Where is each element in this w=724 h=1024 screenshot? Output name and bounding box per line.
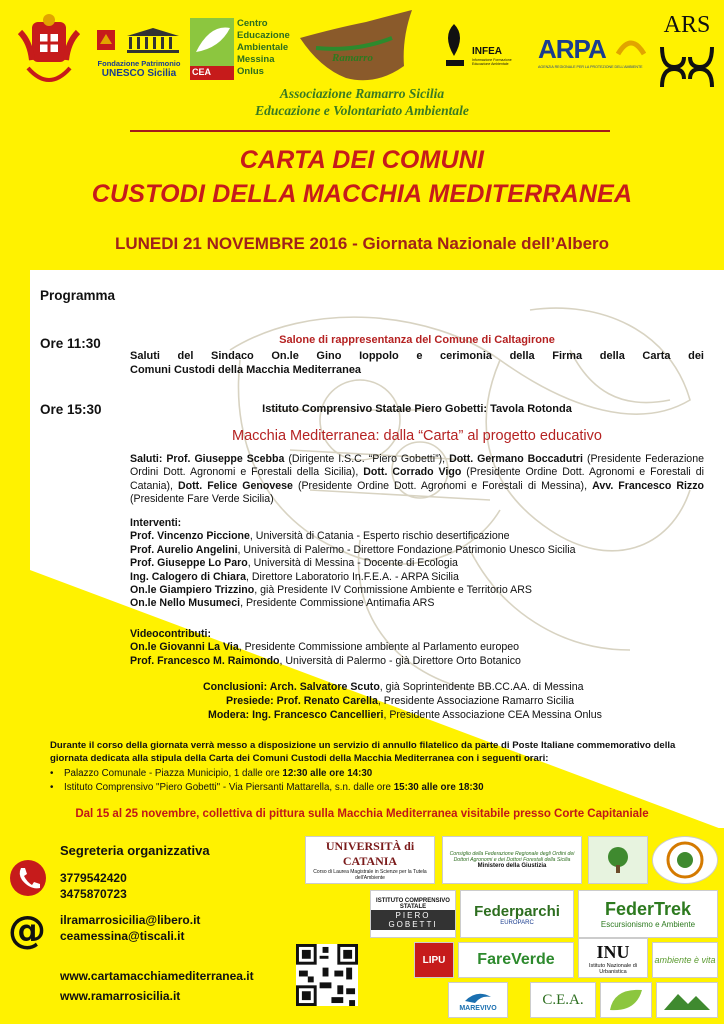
ministero-label: Ministero della Giustizia	[477, 863, 547, 869]
federparchi-logo	[460, 890, 574, 938]
europarc-label: EUROPARC	[500, 919, 534, 926]
speaker-role: , Università di Messina - Docente di Ecologia	[247, 557, 458, 570]
ramarro-label: Ramarro	[332, 52, 373, 64]
tree-icon	[598, 845, 638, 875]
list-item	[130, 557, 704, 570]
unesco-temple-icon	[93, 26, 185, 54]
closing-list	[190, 680, 704, 723]
phone-numbers	[60, 870, 127, 902]
cea-sponsor-logo: C.E.A.	[530, 982, 596, 1018]
speaker-name: Ing. Calogero di Chiara	[130, 570, 246, 583]
program-heading: Programma	[40, 288, 116, 303]
saluti-label: Saluti:	[130, 453, 167, 465]
philatelic-notice: Durante il corso della giornata verrà messo a disposizione un servizio di annullo filatelico da parte di Poste Italiane commemorativo della giornata dedicata alla stipula della Carta dei Comuni Custodi della Macchia Mediterranea con i seguenti orari:	[50, 740, 676, 764]
speaker-role: , Università di Palermo - Direttore Fondazione Patrimonio Unesco Sicilia	[237, 543, 576, 556]
session1-text-line2: Comuni Custodi della Macchia Mediterranea	[130, 364, 362, 376]
list-item	[130, 655, 704, 668]
speaker-role: (Presidente Federazione Ordini Dott. Agronomi e Forestali della Sicilia),	[130, 453, 704, 479]
list-item	[190, 694, 704, 708]
speaker-role: , Università di Palermo - già Direttore Orto Botanico	[279, 654, 521, 667]
istituto-gobetti-logo	[370, 890, 456, 938]
inu-sub: Istituto Nazionale di Urbanistica	[589, 962, 637, 975]
unict-logo	[305, 836, 435, 884]
federparchi-label: Federparchi	[474, 902, 560, 920]
website-link[interactable]: www.cartamacchiamediterranea.it	[60, 969, 254, 983]
arpa-sun-icon	[616, 38, 646, 58]
bullet-place: Istituto Comprensivo "Piero Gobetti" - Via Piersanti Mattarella, s.n. dalle ore	[64, 782, 394, 793]
speaker-role: (Presidente Ordine Dott. Agronomi e Forestali di Messina),	[292, 479, 593, 492]
speaker-role: (Dirigente I.S.C. “Piero Gobetti”),	[284, 453, 450, 465]
session1-venue: Salone di rappresentanza del Comune di Caltagirone	[279, 334, 555, 346]
speaker-name: Prof. Giuseppe Lo Paro	[130, 557, 248, 570]
speaker-name: Conclusioni: Arch. Salvatore Scuto	[203, 681, 380, 693]
exhibition-notice: Dal 15 al 25 novembre, collettiva di pittura sulla Macchia Mediterranea visitabile presso Corte Capitaniale	[75, 808, 649, 820]
bullet-time: 14:30	[347, 768, 373, 779]
speaker-name: Presiede: Prof. Renato Carella	[226, 695, 378, 708]
lipu-logo: LIPU	[414, 942, 454, 978]
qr-code-icon[interactable]	[296, 944, 358, 1006]
interventi-label: Interventi:	[130, 517, 182, 529]
fedetrek-logo	[578, 890, 718, 938]
speaker-name: Modera: Ing. Francesco Cancellieri	[208, 709, 384, 722]
arpa-logo	[538, 34, 650, 78]
marevivo-logo	[448, 982, 508, 1018]
video-list	[130, 628, 704, 668]
speaker-role: , Direttore Laboratorio In.F.E.A. - ARPA Sicilia	[245, 570, 459, 583]
speaker-role: , Presidente Associazione CEA Messina Onlus	[383, 709, 602, 722]
inu-logo	[578, 938, 648, 978]
speaker-role: (Presidente Fare Verde Sicilia)	[130, 493, 274, 506]
arpa-label: ARPA	[538, 34, 606, 64]
event-title-line2: CUSTODI DELLA MACCHIA MEDITERRANEA	[91, 180, 633, 208]
ambiente-vita-logo: ambiente è vita	[652, 942, 718, 978]
speaker-role: , Presidente Commissione Antimafia ARS	[240, 597, 435, 610]
speaker-name: Dott. Felice Genovese	[178, 479, 293, 492]
cea-messina-logo	[190, 18, 290, 80]
session2-venue: Istituto Comprensivo Statale Piero Gobetti: Tavola Rotonda	[262, 403, 572, 415]
unict-sub: Corso di Laurea Magistrale in Scienze per la Tutela dell'Ambiente	[313, 869, 427, 881]
phone-icon	[8, 858, 48, 898]
speaker-role: , Presidente Commissione ambiente al Parlamento europeo	[238, 641, 520, 654]
ordine-agronomi-logo	[588, 836, 648, 884]
ars-label: ARS	[663, 12, 711, 38]
bullet-dot: •	[50, 782, 54, 793]
session1-time: Ore 11:30	[40, 336, 101, 351]
unict-label: UNIVERSITÀ di CATANIA	[325, 839, 415, 868]
list-item	[130, 597, 704, 610]
speaker-role: , Presidente Associazione Ramarro Sicilia	[377, 695, 574, 708]
sicily-lizard-icon	[296, 8, 414, 90]
landscape-icon	[662, 986, 712, 1014]
cea-line: Centro	[237, 18, 268, 29]
infea-logo	[440, 20, 522, 76]
istituto-label: ISTITUTO COMPRENSIVO STATALE	[376, 898, 450, 910]
marevivo-label: MAREVIVO	[459, 1004, 497, 1012]
email-link[interactable]: ilramarrosicilia@libero.it	[60, 913, 201, 927]
speaker-name: On.le Nello Musumeci	[130, 597, 241, 610]
arpa-sub: AGENZIA REGIONALE PER LA PROTEZIONE DELL'AMBIENTE	[538, 65, 643, 69]
fedetrek-label: FederTrek	[604, 899, 692, 919]
dolphin-icon	[463, 989, 493, 1005]
list-item	[130, 641, 704, 654]
cea-abbr: CEA	[192, 67, 212, 77]
cea-line: Messina	[237, 54, 275, 65]
federazione-label: Consiglio della Federazione Regionale degli Ordini dei Dottori Agronomi e dei Dottori Forestali della Sicilia	[449, 851, 575, 863]
fondazione-label-1: Fondazione Patrimonio	[97, 59, 181, 68]
video-label: Videocontributi:	[130, 628, 212, 640]
session1-text-line1: Saluti del Sindaco On.le Gino Ioppolo e cerimonia della Firma della Carta dei	[130, 350, 704, 362]
bullet-time: 15:30	[393, 782, 419, 793]
cea-line: Onlus	[237, 66, 264, 77]
event-title-line1: CARTA DEI COMUNI	[239, 146, 485, 174]
list-item	[130, 544, 704, 557]
speaker-role: , Università di Catania - Esperto rischio desertificazione	[249, 530, 510, 543]
speaker-name: Prof. Francesco M. Raimondo	[130, 654, 280, 667]
phone-number[interactable]: 3475870723	[60, 887, 127, 901]
association-subtitle: Educazione e Volontariato Ambientale	[255, 103, 469, 118]
leaf-pen-icon	[440, 20, 470, 70]
bullet-time: 18:30	[458, 782, 484, 793]
email-link[interactable]: ceamessina@tiscali.it	[60, 929, 185, 943]
bullet-dot: •	[50, 768, 54, 779]
email-addresses	[60, 912, 200, 944]
ordine-messina-logo	[652, 836, 718, 884]
interventi-list	[130, 517, 704, 611]
speaker-name: Dott. Corrado Vigo	[363, 466, 462, 479]
list-item	[190, 708, 704, 722]
email-at-icon: @	[8, 908, 46, 952]
list-item	[130, 584, 704, 597]
seal-icon	[665, 840, 705, 880]
speaker-name: Prof. Aurelio Angelini	[130, 543, 238, 556]
list-item	[130, 530, 704, 543]
speaker-role: , già Presidente IV Commissione Ambiente e Territorio ARS	[254, 584, 532, 597]
speaker-role: (Presidente Ordine Dott. Agronomi e Forestali di Catania),	[130, 466, 705, 492]
notice-bullet	[50, 768, 372, 781]
fondazione-label-2: UNESCO Sicilia	[101, 68, 177, 79]
session2-time: Ore 15:30	[40, 402, 102, 417]
session2-subtitle: Macchia Mediterranea: dalla “Carta” al progetto educativo	[232, 428, 602, 444]
gobetti-label: PIERO GOBETTI	[371, 910, 455, 930]
fedetrek-sub: Escursionismo e Ambiente	[600, 920, 696, 929]
infea-sub: Informazione Formazione Educazione Ambientale	[472, 58, 512, 66]
leaf-icon	[606, 986, 646, 1014]
websites	[60, 966, 254, 1006]
secretariat-heading: Segreteria organizzativa	[60, 843, 210, 858]
inu-label: INU	[596, 941, 630, 962]
phone-number[interactable]: 3779542420	[60, 871, 127, 885]
speaker-name: Avv. Francesco Rizzo	[592, 479, 704, 492]
bullet-place: Palazzo Comunale - Piazza Municipio, 1 dalle ore	[64, 768, 283, 779]
event-date: LUNEDI 21 NOVEMBRE 2016 - Giornata Nazionale dell’Albero	[114, 234, 610, 253]
cea-lines	[237, 18, 290, 78]
fondazione-unesco-logo	[93, 26, 185, 78]
infea-label: INFEA	[472, 46, 502, 57]
cea-line: Educazione	[237, 30, 290, 41]
bullet-mid: alle ore	[307, 768, 348, 779]
cea-line: Ambientale	[237, 42, 289, 53]
speaker-name: On.le Giampiero Trizzino	[130, 584, 255, 597]
speaker-role: , già Soprintendente BB.CC.AA. di Messina	[379, 681, 584, 693]
bullet-time: 12:30	[282, 768, 308, 779]
bullet-mid: alle ore	[418, 782, 459, 793]
federazione-agronomi-logo	[442, 836, 582, 884]
notice-bullet	[50, 782, 484, 795]
fareverde-logo: FareVerde	[458, 942, 574, 978]
speaker-name: Dott. Germano Boccadutri	[449, 453, 583, 465]
association-name: Associazione Ramarro Sicilia	[279, 86, 445, 101]
list-item	[190, 680, 704, 694]
associazione-logo	[600, 982, 652, 1018]
ramarro-sicilia-logo	[296, 8, 414, 90]
list-item	[130, 571, 704, 584]
speaker-name: Prof. Giuseppe Scebba	[166, 453, 285, 465]
website-link[interactable]: www.ramarrosicilia.it	[60, 989, 181, 1003]
saluti-paragraph	[130, 453, 704, 507]
province-crest-logo	[18, 12, 80, 94]
speaker-name: Prof. Vincenzo Piccione	[130, 530, 250, 543]
regional-logo	[656, 982, 718, 1018]
header-divider	[130, 130, 610, 132]
speaker-name: On.le Giovanni La Via	[130, 641, 239, 654]
